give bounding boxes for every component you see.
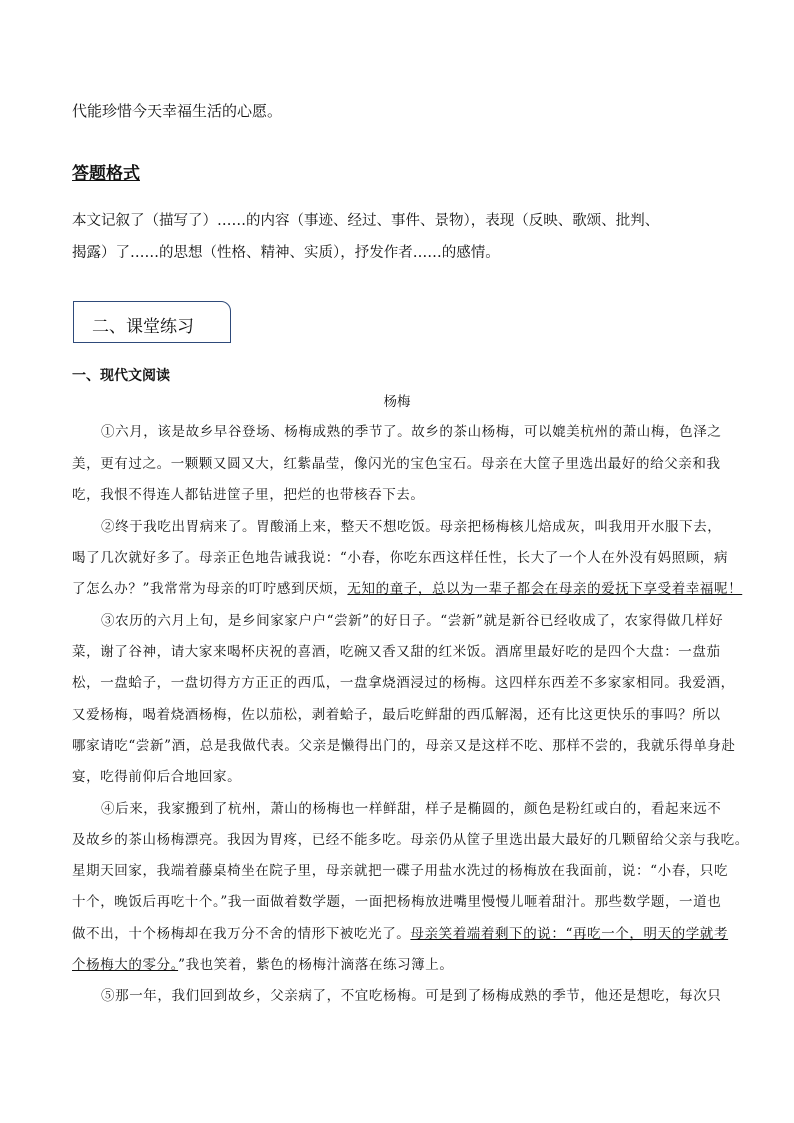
p2-underlined-sentence: 无知的童子，总以为一辈子都会在母亲的爱抚下享受着幸福呢！ — [347, 581, 743, 597]
p2-line-1: ②终于我吃出胃病来了。胃酸涌上来，整天不想吃饭。母亲把杨梅核儿焙成灰，叫我用开水服下去， — [101, 519, 722, 535]
p1-line-1: ①六月，该是故乡早谷登场、杨梅成熟的季节了。故乡的茶山杨梅，可以媲美杭州的萧山梅，色泽之 — [101, 424, 722, 440]
p4-line-4: 十个，晚饭后再吃十个。”我一面做着数学题，一面把杨梅放进嘴里慢慢儿咂着甜汁。那些数学题，一道也 — [72, 894, 722, 910]
p2-line-3-text: 了怎么办？”我常常为母亲的叮咛感到厌烦， — [72, 581, 348, 597]
p1-line-2: 美，更有过之。一颗颗又圆又大，红紫晶莹，像闪光的宝色宝石。母亲在大筐子里选出最好的给父亲和我 — [72, 456, 721, 472]
article-title: 杨梅 — [383, 394, 411, 410]
p4-line-2: 及故乡的茶山杨梅漂亮。我因为胃疼，已经不能多吃。母亲仍从筐子里选出最大最好的几颗留给父亲与我吃。 — [72, 832, 749, 848]
p4-line-5-text: 做不出，十个杨梅却在我万分不舍的情形下被吃光了。 — [72, 926, 411, 942]
p3-line-4: 又爱杨梅，喝着烧酒杨梅，佐以茄松，剥着蛤子，最后吃鲜甜的西瓜解渴，还有比这更快乐的事吗？所以 — [72, 707, 721, 723]
p1-line-3: 吃，我恨不得连人都钻进筐子里，把烂的也带核吞下去。 — [72, 487, 425, 503]
intro-line: 代能珍惜今天幸福生活的心愿。 — [72, 102, 283, 120]
p3-line-5: 哪家请吃“尝新”酒，总是我做代表。父亲是懒得出门的，母亲又是这样不吃、那样不尝的，我就乐得单身赴 — [72, 738, 736, 754]
p5-line-1: ⑤那一年，我们回到故乡，父亲病了，不宜吃杨梅。可是到了杨梅成熟的季节，他还是想吃，每次只 — [101, 988, 722, 1004]
p4-underlined-sentence-b: 个杨梅大的零分。 — [72, 957, 179, 973]
p4-line-3: 星期天回家，我端着藤桌椅坐在院子里，母亲就把一碟子用盐水洗过的杨梅放在我面前，说：“小春，只吃 — [72, 863, 729, 879]
p4-underlined-sentence-a: 母亲笑着端着剩下的说：“再吃一个，明天的学就考 — [410, 926, 729, 942]
p4-line-5 — [72, 924, 729, 944]
p3-line-6: 宴，吃得前仰后合地回家。 — [72, 769, 242, 785]
p4-line-6-text: ”我也笑着，紫色的杨梅汁滴落在练习簿上。 — [178, 957, 454, 973]
p3-line-3: 松，一盘蛤子，一盘切得方方正正的西瓜，一盘拿烧酒浸过的杨梅。这四样东西差不多家家相同。我爱酒， — [72, 675, 735, 691]
format-heading: 答题格式 — [72, 164, 140, 184]
p2-line-3 — [72, 579, 743, 599]
p4-line-1: ④后来，我家搬到了杭州，萧山的杨梅也一样鲜甜，样子是椭圆的，颜色是粉红或白的，看起来远不 — [101, 801, 722, 817]
section-label: 二、课堂练习 — [92, 317, 194, 337]
answer-format-line-2: 揭露）了……的思想（性格、精神、实质），抒发作者……的感情。 — [72, 245, 500, 261]
p4-line-6 — [72, 955, 722, 975]
answer-format-line-1: 本文记叙了（描写了）……的内容（事迹、经过、事件、景物），表现（反映、歌颂、批判、 — [72, 213, 660, 229]
part-heading: 一、现代文阅读 — [72, 368, 170, 384]
p3-line-2: 菜，谢了谷神，请大家来喝杯庆祝的喜酒，吃碗又香又甜的红米饭。酒席里最好吃的是四个大盘：一盘茄 — [72, 644, 721, 660]
p3-line-1: ③农历的六月上旬，是乡间家家户户“尝新”的好日子。“尝新”就是新谷已经收成了，农家得做几样好 — [101, 613, 724, 629]
p2-line-2: 喝了几次就好多了。母亲正色地告诫我说：“小春，你吃东西这样任性，长大了一个人在外没有妈照顾，病 — [72, 550, 729, 566]
